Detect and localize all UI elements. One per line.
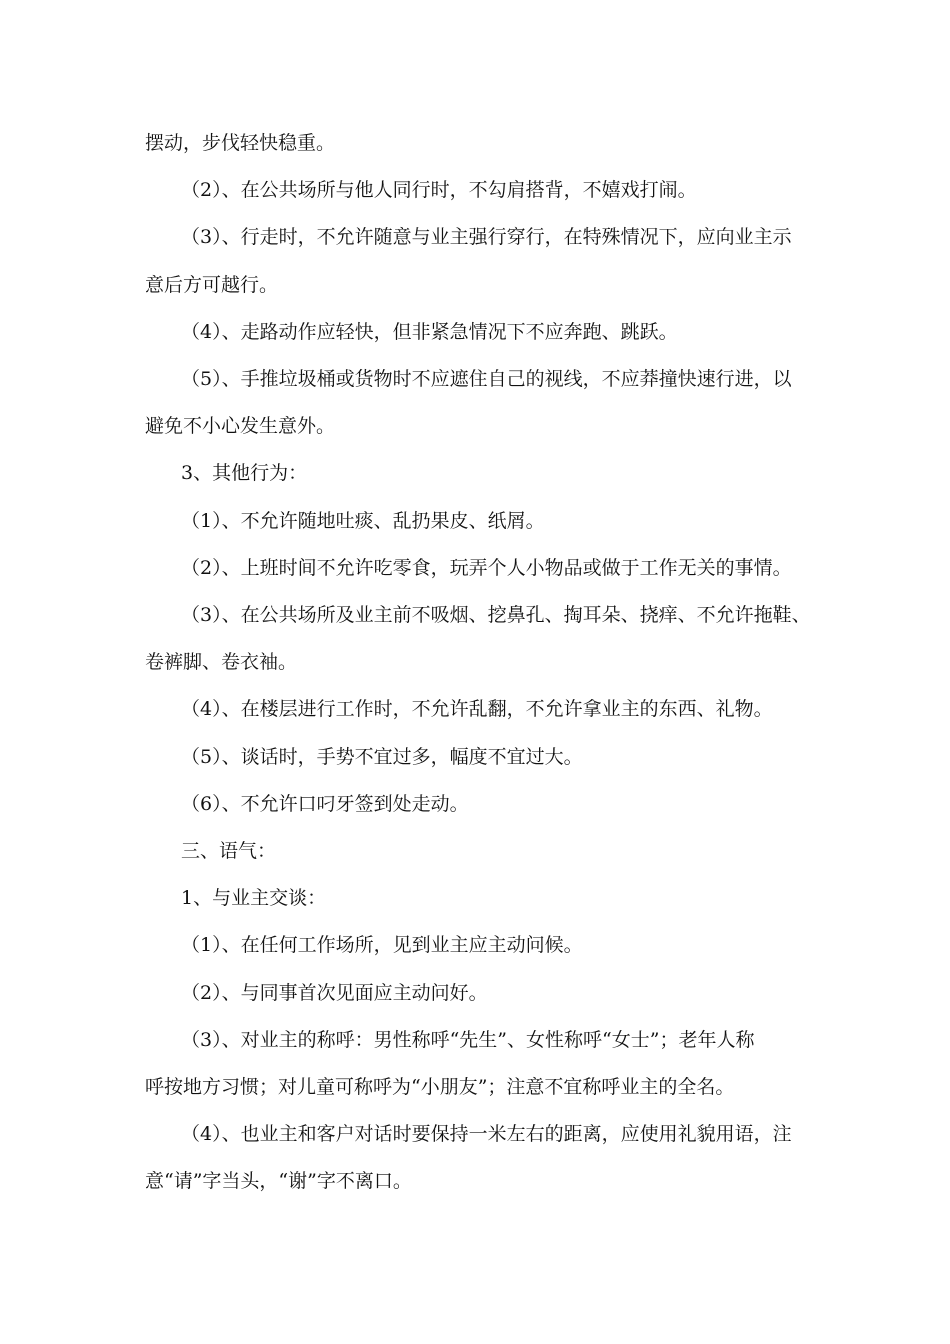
paragraph: （3）、对业主的称呼：男性称呼“先生”、女性称呼“女士”；老年人称 xyxy=(181,1028,755,1051)
section-heading: 三、语气： xyxy=(181,840,277,863)
paragraph: 避免不小心发生意外。 xyxy=(145,415,336,438)
paragraph: 呼按地方习惯；对儿童可称呼为“小朋友”；注意不宜称呼业主的全名。 xyxy=(145,1076,735,1099)
paragraph: （2）、在公共场所与他人同行时，不勾肩搭背，不嬉戏打闹。 xyxy=(181,179,697,202)
paragraph: （3）、行走时，不允许随意与业主强行穿行，在特殊情况下，应向业主示 xyxy=(181,226,792,249)
paragraph: 摆动，步伐轻快稳重。 xyxy=(145,132,336,154)
paragraph: （4）、走路动作应轻快，但非紧急情况下不应奔跑、跳跃。 xyxy=(181,320,678,343)
section-heading: 3、其他行为： xyxy=(181,462,308,485)
paragraph: （2）、上班时间不允许吃零食，玩弄个人小物品或做于工作无关的事情。 xyxy=(181,556,792,579)
paragraph: （4）、在楼层进行工作时，不允许乱翻，不允许拿业主的东西、礼物。 xyxy=(181,698,773,721)
document-body xyxy=(145,120,825,1206)
paragraph: （3）、在公共场所及业主前不吸烟、挖鼻孔、掏耳朵、挠痒、不允许拖鞋、 xyxy=(181,604,811,627)
paragraph: （4）、也业主和客户对话时要保持一米左右的距离，应使用礼貌用语，注 xyxy=(181,1123,792,1146)
paragraph: （6）、不允许口叼牙签到处走动。 xyxy=(181,792,469,815)
paragraph: （2）、与同事首次见面应主动问好。 xyxy=(181,981,488,1004)
paragraph: （5）、谈话时，手势不宜过多，幅度不宜过大。 xyxy=(181,745,583,768)
paragraph: 意“请”字当头，“谢”字不离口。 xyxy=(145,1170,412,1193)
section-heading: 1、与业主交谈： xyxy=(181,887,327,910)
paragraph: （1）、不允许随地吐痰、乱扔果皮、纸屑。 xyxy=(181,509,545,532)
paragraph: （5）、手推垃圾桶或货物时不应遮住自己的视线，不应莽撞快速行进，以 xyxy=(181,368,792,391)
paragraph: （1）、在任何工作场所，见到业主应主动问候。 xyxy=(181,934,583,957)
paragraph: 意后方可越行。 xyxy=(145,273,279,296)
paragraph: 卷裤脚、卷衣袖。 xyxy=(145,651,298,674)
